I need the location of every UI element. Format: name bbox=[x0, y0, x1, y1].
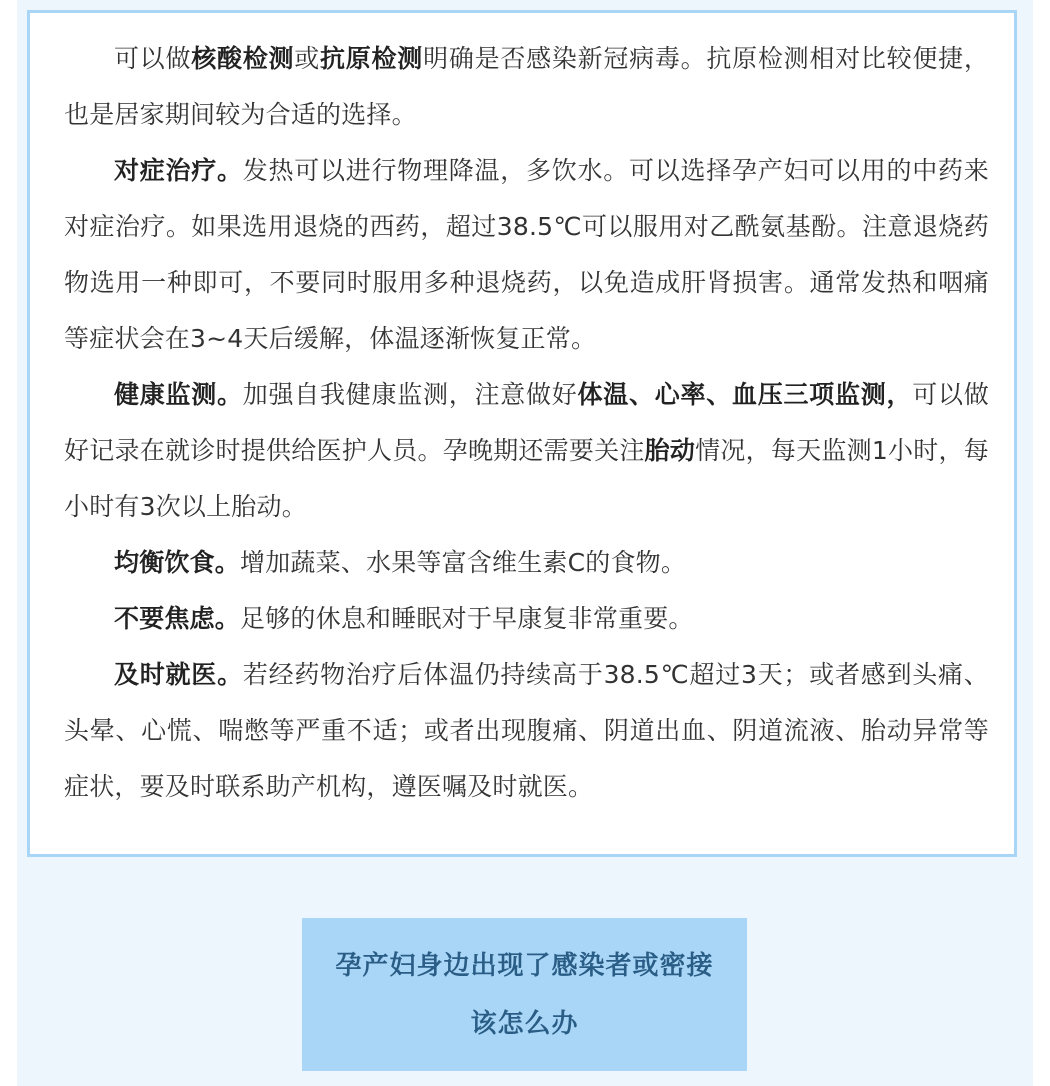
section-heading-line-2: 该怎么办 bbox=[470, 1008, 579, 1039]
text-segment: 加强自我健康监测，注意做好 bbox=[242, 380, 578, 409]
text-segment: 发热可以进行物理降温，多饮水。可以选择孕产妇可以用的中药来对症治疗。如果选用退烧的西药，超过38.5℃可以服用对乙酰氨基酚。注意退烧药物选用一种即可，不要同时服用多种退烧药，以免造成肝肾损害。通常发热和咽痛等症状会在3~4天后缓解，体温逐渐恢复正常。 bbox=[64, 156, 989, 353]
paragraph-symptomatic-treatment bbox=[64, 143, 989, 367]
text-segment: 或 bbox=[294, 44, 321, 73]
bold-lead-seek-medical-care: 及时就医。 bbox=[114, 660, 243, 689]
text-segment: 足够的休息和睡眠对于早康复非常重要。 bbox=[240, 604, 694, 633]
section-heading-line-1: 孕产妇身边出现了感染者或密接 bbox=[335, 950, 714, 981]
text-segment: 明确是否感染新冠病毒。抗原检测相对比较便捷，也是居家期间较为合适的选择。 bbox=[64, 44, 990, 129]
bold-term-antigen-test: 抗原检测 bbox=[320, 44, 424, 73]
paragraph-balanced-diet bbox=[64, 535, 989, 591]
paragraph-health-monitoring bbox=[64, 367, 989, 535]
bold-term-fetal-movement: 胎动 bbox=[644, 436, 696, 465]
text-segment: 可以做 bbox=[114, 44, 192, 73]
paragraph-no-anxiety bbox=[64, 591, 989, 647]
bold-term-vital-signs: 体温、心率、血压三项监测， bbox=[577, 380, 913, 409]
text-segment: 可以做好记录在就诊时提供给医护人员。孕晚期还需要关注 bbox=[64, 380, 989, 465]
paragraph-seek-medical-care bbox=[64, 647, 989, 815]
bold-term-nucleic-acid-test: 核酸检测 bbox=[191, 44, 295, 73]
bold-lead-symptomatic-treatment: 对症治疗。 bbox=[114, 156, 243, 185]
text-segment: 增加蔬菜、水果等富含维生素C的食物。 bbox=[240, 548, 687, 577]
article-body bbox=[64, 31, 989, 815]
bold-lead-no-anxiety: 不要焦虑。 bbox=[114, 604, 241, 633]
bold-lead-health-monitoring: 健康监测。 bbox=[114, 380, 243, 409]
text-segment: 情况，每天监测1小时，每小时有3次以上胎动。 bbox=[64, 436, 989, 521]
text-segment: 若经药物治疗后体温仍持续高于38.5℃超过3天；或者感到头痛、头晕、心慌、喘憋等严重不适；或者出现腹痛、阴道出血、阴道流液、胎动异常等症状，要及时联系助产机构，遵医嘱及时就医。 bbox=[64, 660, 989, 801]
section-heading-box bbox=[302, 918, 747, 1071]
bold-lead-balanced-diet: 均衡饮食。 bbox=[114, 548, 241, 577]
paragraph-testing bbox=[64, 31, 989, 143]
article-card bbox=[27, 10, 1017, 857]
